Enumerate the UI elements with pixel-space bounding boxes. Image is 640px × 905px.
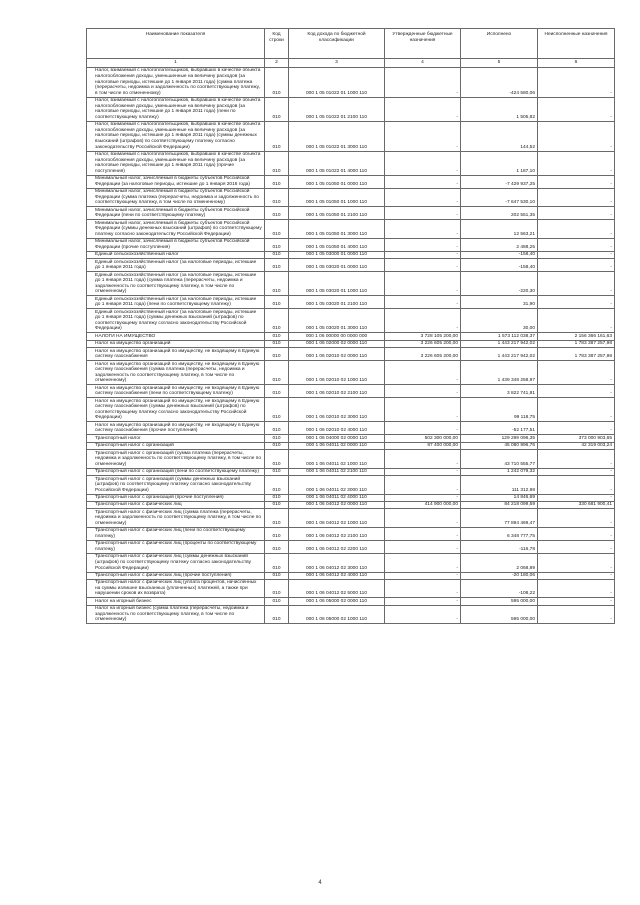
table-row xyxy=(87,442,615,449)
approved-amount: - xyxy=(385,398,461,422)
budget-code: 000 1 05 03020 01 3000 110 xyxy=(289,309,385,333)
remaining-amount: - xyxy=(538,68,615,98)
remaining-amount: - xyxy=(538,422,615,435)
remaining-amount: - xyxy=(538,398,615,422)
remaining-amount: - xyxy=(538,361,615,385)
table-row xyxy=(87,121,615,151)
approved-amount: 3 728 105 200,00 xyxy=(385,333,461,340)
line-code: 010 xyxy=(265,398,289,422)
remaining-amount: - xyxy=(538,309,615,333)
approved-amount: - xyxy=(385,468,461,475)
line-code: 010 xyxy=(265,553,289,572)
table-row xyxy=(87,309,615,333)
executed-amount: 1 242 079,32 xyxy=(461,468,538,475)
remaining-amount: - xyxy=(538,476,615,495)
approved-amount: - xyxy=(385,251,461,258)
executed-amount: 2 488,25 xyxy=(461,238,538,251)
executed-amount: 84 218 099,59 xyxy=(461,502,538,509)
budget-code: 000 1 06 02000 02 0000 110 xyxy=(289,340,385,347)
remaining-amount: - xyxy=(538,238,615,251)
table-row xyxy=(87,151,615,175)
indicator-name: НАЛОГИ НА ИМУЩЕСТВО xyxy=(87,333,265,340)
budget-code: 000 1 06 04000 02 0000 110 xyxy=(289,435,385,442)
column-number-row xyxy=(87,59,615,68)
line-code: 010 xyxy=(265,207,289,220)
budget-code: 000 1 06 02010 02 0000 110 xyxy=(289,348,385,361)
executed-amount: 111 312,98 xyxy=(461,476,538,495)
remaining-amount: - xyxy=(538,540,615,553)
line-code: 010 xyxy=(265,296,289,309)
indicator-name: Транспортный налог с организаций (прочие поступления) xyxy=(87,494,265,501)
line-code: 010 xyxy=(265,175,289,188)
budget-code: 000 1 06 04012 02 4000 110 xyxy=(289,572,385,579)
remaining-amount: - xyxy=(538,579,615,598)
indicator-name: Транспортный налог xyxy=(87,435,265,442)
line-code: 010 xyxy=(265,435,289,442)
line-code: 010 xyxy=(265,598,289,605)
budget-code: 000 1 06 02010 02 2100 110 xyxy=(289,385,385,398)
indicator-name: Минимальный налог, зачисляемый в бюджеты субъектов Российской Федерации (суммы денежных взысканий (штрафов) по соответствующему платежу согласно законодательству Российской Федерации) xyxy=(87,220,265,239)
line-code: 010 xyxy=(265,151,289,175)
executed-amount: 1 443 217 942,02 xyxy=(461,340,538,347)
executed-amount: 30,00 xyxy=(461,309,538,333)
budget-code: 000 1 05 03020 01 2100 110 xyxy=(289,296,385,309)
approved-amount: 414 900 000,00 xyxy=(385,502,461,509)
remaining-amount: - xyxy=(538,509,615,528)
approved-amount: - xyxy=(385,509,461,528)
remaining-amount: - xyxy=(538,528,615,541)
budget-code: 000 1 06 04012 02 3000 110 xyxy=(289,553,385,572)
line-code: 010 xyxy=(265,68,289,98)
indicator-name: Единый сельскохозяйственный налог (за налоговые периоды, истекшие до 1 января 2011 года) (суммы денежных взысканий (штрафов) по соответствующему платежу согласно законодательству Российской Федерации) xyxy=(87,309,265,333)
table-row xyxy=(87,598,615,605)
approved-amount: - xyxy=(385,605,461,624)
executed-amount: 1 573 112 038,37 xyxy=(461,333,538,340)
approved-amount: - xyxy=(385,121,461,151)
table-row xyxy=(87,97,615,121)
approved-amount: - xyxy=(385,553,461,572)
remaining-amount: 2 156 366 161,63 xyxy=(538,333,615,340)
line-code: 010 xyxy=(265,220,289,239)
line-code: 010 xyxy=(265,494,289,501)
budget-code: 000 1 05 01050 01 0000 110 xyxy=(289,175,385,188)
approved-amount: - xyxy=(385,68,461,98)
budget-code: 000 1 05 01022 01 4000 110 xyxy=(289,151,385,175)
executed-amount: -158,40 xyxy=(461,251,538,258)
table-row xyxy=(87,502,615,509)
line-code: 010 xyxy=(265,422,289,435)
approved-amount: - xyxy=(385,309,461,333)
table-header-row xyxy=(87,29,615,59)
indicator-name: Транспортный налог с физических лиц (проценты по соответствующему платежу) xyxy=(87,540,265,553)
line-code: 010 xyxy=(265,502,289,509)
budget-code: 000 1 06 04012 02 2200 110 xyxy=(289,540,385,553)
approved-amount: - xyxy=(385,598,461,605)
line-code: 010 xyxy=(265,572,289,579)
line-code: 010 xyxy=(265,272,289,296)
line-code: 010 xyxy=(265,309,289,333)
budget-code: 000 1 05 03020 01 1000 110 xyxy=(289,272,385,296)
executed-amount: -220,30 xyxy=(461,272,538,296)
budget-code: 000 1 06 04011 02 1000 110 xyxy=(289,450,385,469)
executed-amount: -52 177,51 xyxy=(461,422,538,435)
table-row xyxy=(87,272,615,296)
executed-amount: 2 068,89 xyxy=(461,553,538,572)
indicator-name: Налог на имущество организаций xyxy=(87,340,265,347)
remaining-amount: - xyxy=(538,207,615,220)
indicator-name: Минимальный налог, зачисляемый в бюджеты субъектов Российской Федерации (сумма платежа (перерасчеты, недоимка и задолженность по соответствующему платежу, в том числе по отмененному) xyxy=(87,188,265,207)
budget-code: 000 1 06 04012 02 1000 110 xyxy=(289,509,385,528)
approved-amount: - xyxy=(385,540,461,553)
line-code: 010 xyxy=(265,340,289,347)
line-code: 010 xyxy=(265,188,289,207)
line-code: 010 xyxy=(265,468,289,475)
indicator-name: Минимальный налог, зачисляемый в бюджеты субъектов Российской Федерации (за налоговые периоды, истекшие до 1 января 2016 года) xyxy=(87,175,265,188)
line-code: 010 xyxy=(265,579,289,598)
remaining-amount: - xyxy=(538,188,615,207)
table-row xyxy=(87,220,615,239)
table-row xyxy=(87,259,615,272)
indicator-name: Транспортный налог с организаций xyxy=(87,442,265,449)
indicator-name: Транспортный налог с организаций (суммы денежных взысканий (штрафов) по соответствующему платежу согласно законодательству Российской Федерации) xyxy=(87,476,265,495)
budget-code: 000 1 06 04012 02 2100 110 xyxy=(289,528,385,541)
indicator-name: Транспортный налог с физических лиц xyxy=(87,502,265,509)
indicator-name: Налог, взимаемый с налогоплательщиков, выбравших в качестве объекта налогообложения доходы, уменьшенные на величину расходов (за налоговые периоды, истекшие до 1 января 2011 года) (прочие поступления) xyxy=(87,151,265,175)
approved-amount: - xyxy=(385,97,461,121)
executed-amount: 6 348 777,75 xyxy=(461,528,538,541)
indicator-name: Транспортный налог с организаций (сумма платежа (перерасчеты, недоимка и задолженность по соответствующему платежу, в том числе по отмененному) xyxy=(87,450,265,469)
column-number: 6 xyxy=(538,59,615,68)
indicator-name: Налог на имущество организаций по имуществу, не входящему в Единую систему газоснабжения (пени по соответствующему платежу) xyxy=(87,385,265,398)
executed-amount: -7 647 530,10 xyxy=(461,188,538,207)
indicator-name: Налог на имущество организаций по имуществу, не входящему в Единую систему газоснабжения xyxy=(87,348,265,361)
approved-amount: 3 226 605 200,00 xyxy=(385,348,461,361)
remaining-amount: - xyxy=(538,121,615,151)
remaining-amount: - xyxy=(538,572,615,579)
indicator-name: Налог на имущество организаций по имуществу, не входящему в Единую систему газоснабжения (прочие поступления) xyxy=(87,422,265,435)
table-row xyxy=(87,398,615,422)
indicator-name: Минимальный налог, зачисляемый в бюджеты субъектов Российской Федерации (пени по соответствующему платежу) xyxy=(87,207,265,220)
indicator-name: Налог на игорный бизнес xyxy=(87,598,265,605)
approved-amount: - xyxy=(385,494,461,501)
approved-amount: - xyxy=(385,220,461,239)
approved-amount: - xyxy=(385,175,461,188)
approved-amount: - xyxy=(385,361,461,385)
remaining-amount: - xyxy=(538,151,615,175)
approved-amount: - xyxy=(385,450,461,469)
indicator-name: Налог, взимаемый с налогоплательщиков, выбравших в качестве объекта налогообложения доходы, уменьшенные на величину расходов (за налоговые периоды, истекшие до 1 января 2011 года) (пени по соответствующему платежу) xyxy=(87,97,265,121)
budget-code: 000 1 05 01050 01 3000 110 xyxy=(289,220,385,239)
budget-code: 000 1 05 03020 01 0000 110 xyxy=(289,259,385,272)
line-code: 010 xyxy=(265,238,289,251)
line-code: 010 xyxy=(265,476,289,495)
column-number: 5 xyxy=(461,59,538,68)
table-row xyxy=(87,348,615,361)
budget-code: 000 1 05 03000 01 0000 110 xyxy=(289,251,385,258)
executed-amount: 595 000,00 xyxy=(461,605,538,624)
indicator-name: Транспортный налог с физических лиц (суммы денежных взысканий (штрафов) по соответствующему платежу согласно законодательству Российской Федерации) xyxy=(87,553,265,572)
executed-amount: 45 080 996,76 xyxy=(461,442,538,449)
table-row xyxy=(87,528,615,541)
remaining-amount: - xyxy=(538,553,615,572)
executed-amount: 1 187,10 xyxy=(461,151,538,175)
header-indicator-name: Наименование показателя xyxy=(87,29,265,59)
executed-amount: 202 551,35 xyxy=(461,207,538,220)
executed-amount: -116,78 xyxy=(461,540,538,553)
remaining-amount: - xyxy=(538,468,615,475)
column-number: 4 xyxy=(385,59,461,68)
budget-code: 000 1 06 04011 02 4000 110 xyxy=(289,494,385,501)
table-row xyxy=(87,494,615,501)
remaining-amount: - xyxy=(538,259,615,272)
line-code: 010 xyxy=(265,121,289,151)
table-row xyxy=(87,450,615,469)
table-row xyxy=(87,476,615,495)
line-code: 010 xyxy=(265,450,289,469)
budget-code: 000 1 05 01050 01 1000 110 xyxy=(289,188,385,207)
line-code: 010 xyxy=(265,259,289,272)
remaining-amount: - xyxy=(538,296,615,309)
indicator-name: Налог на имущество организаций по имуществу, не входящему в Единую систему газоснабжения (суммы денежных взысканий (штрафов) по соответствующему платежу согласно законодательству Российской Федерации) xyxy=(87,398,265,422)
indicator-name: Транспортный налог с физических лиц (прочие поступления) xyxy=(87,572,265,579)
table-row xyxy=(87,238,615,251)
approved-amount: - xyxy=(385,259,461,272)
remaining-amount: - xyxy=(538,220,615,239)
remaining-amount: - xyxy=(538,175,615,188)
indicator-name: Транспортный налог с физических лиц (уплата процентов, начисленных на суммы излишне взысканных (уплаченных) платежей, а также при нарушении сроков их возврата) xyxy=(87,579,265,598)
budget-code: 000 1 06 02010 02 4000 110 xyxy=(289,422,385,435)
table-row xyxy=(87,553,615,572)
line-code: 010 xyxy=(265,361,289,385)
line-code: 010 xyxy=(265,528,289,541)
line-code: 010 xyxy=(265,348,289,361)
table-row xyxy=(87,579,615,598)
line-code: 010 xyxy=(265,333,289,340)
budget-code: 000 1 06 05000 02 0000 110 xyxy=(289,598,385,605)
executed-amount: 14 846,69 xyxy=(461,494,538,501)
table-row xyxy=(87,361,615,385)
indicator-name: Единый сельскохозяйственный налог (за налоговые периоды, истекшие до 1 января 2011 года) (пени по соответствующему платежу) xyxy=(87,296,265,309)
approved-amount: - xyxy=(385,385,461,398)
line-code: 010 xyxy=(265,97,289,121)
column-number: 2 xyxy=(265,59,289,68)
remaining-amount: - xyxy=(538,385,615,398)
indicator-name: Транспортный налог с физических лиц (сумма платежа (перерасчеты, недоимка и задолженность по соответствующему платежу, в том числе по отмененному) xyxy=(87,509,265,528)
remaining-amount: 373 000 903,65 xyxy=(538,435,615,442)
table-row xyxy=(87,422,615,435)
indicator-name: Минимальный налог, зачисляемый в бюджеты субъектов Российской Федерации (прочие поступления) xyxy=(87,238,265,251)
remaining-amount: - xyxy=(538,251,615,258)
executed-amount: -7 429 937,25 xyxy=(461,175,538,188)
remaining-amount: 1 783 387 257,98 xyxy=(538,348,615,361)
table-row xyxy=(87,340,615,347)
budget-code: 000 1 05 01022 01 2100 110 xyxy=(289,97,385,121)
table-row xyxy=(87,296,615,309)
table-row xyxy=(87,435,615,442)
table-row xyxy=(87,188,615,207)
approved-amount: - xyxy=(385,579,461,598)
approved-amount: - xyxy=(385,528,461,541)
executed-amount: 12 563,21 xyxy=(461,220,538,239)
line-code: 010 xyxy=(265,509,289,528)
approved-amount: - xyxy=(385,476,461,495)
executed-amount: 43 710 555,77 xyxy=(461,450,538,469)
indicator-name: Транспортный налог с организаций (пени по соответствующему платежу) xyxy=(87,468,265,475)
line-code: 010 xyxy=(265,385,289,398)
remaining-amount: - xyxy=(538,494,615,501)
budget-code: 000 1 06 04012 02 0000 110 xyxy=(289,502,385,509)
remaining-amount: - xyxy=(538,272,615,296)
indicator-name: Единый сельскохозяйственный налог (за налоговые периоды, истекшие до 1 января 2011 года) xyxy=(87,259,265,272)
approved-amount: 502 300 000,00 xyxy=(385,435,461,442)
header-executed: Исполнено xyxy=(461,29,538,59)
table-row xyxy=(87,251,615,258)
table-row xyxy=(87,207,615,220)
indicator-name: Единый сельскохозяйственный налог xyxy=(87,251,265,258)
budget-code: 000 1 05 01022 01 1000 110 xyxy=(289,68,385,98)
remaining-amount: - xyxy=(538,97,615,121)
executed-amount: -20 180,06 xyxy=(461,572,538,579)
executed-amount: 3 822 741,81 xyxy=(461,385,538,398)
executed-amount: 1 443 217 942,02 xyxy=(461,348,538,361)
executed-amount: -158,40 xyxy=(461,259,538,272)
remaining-amount: - xyxy=(538,598,615,605)
approved-amount: 3 226 605 200,00 xyxy=(385,340,461,347)
executed-amount: 144,52 xyxy=(461,121,538,151)
approved-amount: - xyxy=(385,188,461,207)
indicator-name: Единый сельскохозяйственный налог (за налоговые периоды, истекшие до 1 января 2011 года) (сумма платежа (перерасчеты, недоимка и задолженность по соответствующему платежу, в том числе по отмененному) xyxy=(87,272,265,296)
executed-amount: 1 439 348 258,97 xyxy=(461,361,538,385)
executed-amount: 77 894 469,47 xyxy=(461,509,538,528)
executed-amount: 595 000,00 xyxy=(461,598,538,605)
approved-amount: - xyxy=(385,207,461,220)
header-approved: Утвержденные бюджетные назначения xyxy=(385,29,461,59)
page-number: 4 xyxy=(318,880,322,886)
executed-amount: 99 118,75 xyxy=(461,398,538,422)
header-remaining: Неисполненные назначения xyxy=(538,29,615,59)
remaining-amount: 1 783 387 257,98 xyxy=(538,340,615,347)
approved-amount: - xyxy=(385,272,461,296)
line-code: 010 xyxy=(265,605,289,624)
budget-code: 000 1 06 04012 02 5000 110 xyxy=(289,579,385,598)
executed-amount: 129 299 096,35 xyxy=(461,435,538,442)
column-number: 3 xyxy=(289,59,385,68)
approved-amount: 87 400 000,00 xyxy=(385,442,461,449)
executed-amount: 1 505,82 xyxy=(461,97,538,121)
budget-code: 000 1 06 04011 02 0000 110 xyxy=(289,442,385,449)
budget-code: 000 1 06 02010 02 1000 110 xyxy=(289,361,385,385)
executed-amount: -424 580,06 xyxy=(461,68,538,98)
indicator-name: Налог на игорный бизнес (сумма платежа (перерасчеты, недоимка и задолженность по соответствующему платежу, в том числе по отмененному) xyxy=(87,605,265,624)
executed-amount: 31,90 xyxy=(461,296,538,309)
indicator-name: Налог, взимаемый с налогоплательщиков, выбравших в качестве объекта налогообложения доходы, уменьшенные на величину расходов (за налоговые периоды, истекшие до 1 января 2011 года) (сумма платежа (перерасчеты, недоимка и задолженность по соответствующему платежу, в том числе по отмененному) xyxy=(87,68,265,98)
indicator-name: Транспортный налог с физических лиц (пени по соответствующему платежу) xyxy=(87,528,265,541)
table-row xyxy=(87,540,615,553)
table-row xyxy=(87,385,615,398)
approved-amount: - xyxy=(385,238,461,251)
line-code: 010 xyxy=(265,442,289,449)
header-budget-code: Код дохода по бюджетной классификации xyxy=(289,29,385,59)
table-row xyxy=(87,572,615,579)
remaining-amount: - xyxy=(538,450,615,469)
budget-code: 000 1 06 02010 02 3000 110 xyxy=(289,398,385,422)
budget-code: 000 1 05 01050 01 4000 110 xyxy=(289,238,385,251)
line-code: 010 xyxy=(265,540,289,553)
approved-amount: - xyxy=(385,296,461,309)
revenue-report-table xyxy=(86,28,615,624)
line-code: 010 xyxy=(265,251,289,258)
remaining-amount: 42 319 003,24 xyxy=(538,442,615,449)
remaining-amount: 330 681 900,41 xyxy=(538,502,615,509)
approved-amount: - xyxy=(385,422,461,435)
table-row xyxy=(87,175,615,188)
table-row xyxy=(87,468,615,475)
table-row xyxy=(87,605,615,624)
budget-code: 000 1 06 00000 00 0000 000 xyxy=(289,333,385,340)
table-row xyxy=(87,68,615,98)
approved-amount: - xyxy=(385,572,461,579)
header-line-code: Код строки xyxy=(265,29,289,59)
budget-code: 000 1 06 04011 02 3000 110 xyxy=(289,476,385,495)
remaining-amount: - xyxy=(538,605,615,624)
indicator-name: Налог, взимаемый с налогоплательщиков, выбравших в качестве объекта налогообложения доходы, уменьшенные на величину расходов (за налоговые периоды, истекшие до 1 января 2011 года) (суммы денежных взысканий (штрафов) по соответствующему платежу согласно законодательству Российской Федерации) xyxy=(87,121,265,151)
table-row xyxy=(87,333,615,340)
table-row xyxy=(87,509,615,528)
budget-code: 000 1 05 01022 01 3000 110 xyxy=(289,121,385,151)
budget-code: 000 1 05 01050 01 2100 110 xyxy=(289,207,385,220)
executed-amount: -108,22 xyxy=(461,579,538,598)
approved-amount: - xyxy=(385,151,461,175)
indicator-name: Налог на имущество организаций по имуществу, не входящему в Единую систему газоснабжения (сумма платежа (перерасчеты, недоимка и задолженность по соответствующему платежу, в том числе по отмененному) xyxy=(87,361,265,385)
column-number: 1 xyxy=(87,59,265,68)
budget-code: 000 1 06 05000 02 1000 110 xyxy=(289,605,385,624)
budget-code: 000 1 06 04011 02 2100 110 xyxy=(289,468,385,475)
